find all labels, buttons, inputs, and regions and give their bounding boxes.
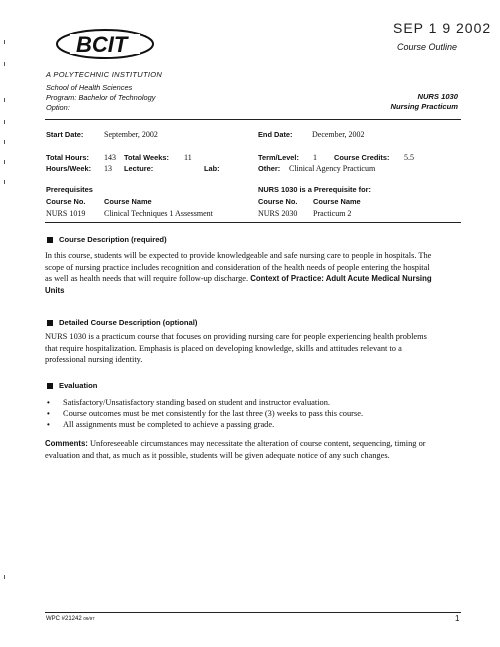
option-label: Option: bbox=[46, 103, 70, 112]
margin-mark bbox=[4, 180, 5, 184]
end-date-value: December, 2002 bbox=[312, 130, 365, 139]
lab-label: Lab: bbox=[204, 164, 220, 173]
total-weeks-value: 11 bbox=[184, 153, 192, 162]
context-of-practice: Context of Practice: Adult Acute Medical Nursing bbox=[250, 274, 432, 284]
prereq-for-col-no: Course No. bbox=[258, 197, 298, 206]
course-code: NURS 1030 bbox=[417, 92, 458, 101]
context-of-practice-cont: Units bbox=[45, 285, 65, 295]
credits-value: 5.5 bbox=[404, 153, 414, 162]
margin-mark bbox=[4, 160, 5, 164]
total-weeks-label: Total Weeks: bbox=[124, 153, 169, 162]
footer-rule bbox=[45, 612, 461, 613]
bcit-logo bbox=[50, 22, 160, 66]
credits-label: Course Credits: bbox=[334, 153, 390, 162]
comments-text: Unforeseeable circumstances may necessitate the alteration of course content, sequencing, timing or bbox=[89, 439, 426, 448]
total-hours-label: Total Hours: bbox=[46, 153, 89, 162]
term-level-value: 1 bbox=[313, 153, 317, 162]
term-level-label: Term/Level: bbox=[258, 153, 299, 162]
course-description-heading: Course Description (required) bbox=[59, 235, 167, 244]
start-date-label: Start Date: bbox=[46, 130, 84, 139]
course-title: Nursing Practicum bbox=[390, 102, 458, 111]
details-rule bbox=[45, 222, 461, 223]
margin-mark bbox=[4, 140, 5, 144]
form-sub: 09/97 bbox=[83, 616, 95, 621]
evaluation-item: All assignments must be completed to achieve a passing grade. bbox=[63, 420, 275, 429]
description-line: In this course, students will be expected to provide knowledgeable and safe nursing care to people in hospitals. The bbox=[45, 251, 432, 260]
margin-mark bbox=[4, 575, 5, 579]
evaluation-item: Satisfactory/Unsatisfactory standing based on student and instructor evaluation. bbox=[63, 398, 331, 407]
description-line bbox=[45, 273, 463, 285]
comments-line: evaluation and that, as much as it possible, students will be given adequate notice of any such changes. bbox=[45, 450, 390, 460]
prereq-for-course-no: NURS 2030 bbox=[258, 209, 298, 218]
evaluation-item: Course outcomes must be met consistently for the last three (3) weeks to pass this course. bbox=[63, 409, 364, 418]
comments-line bbox=[45, 438, 463, 450]
end-date-label: End Date: bbox=[258, 130, 293, 139]
doc-type: Course Outline bbox=[397, 42, 458, 52]
program-name: Program: Bachelor of Technology bbox=[46, 93, 156, 102]
bullet-dot: • bbox=[47, 409, 50, 418]
prerequisites-header: Prerequisites bbox=[46, 185, 93, 194]
svg-text:BCIT: BCIT bbox=[76, 32, 128, 57]
bullet-dot: • bbox=[47, 420, 50, 429]
section-bullet bbox=[47, 237, 53, 243]
other-label: Other: bbox=[258, 164, 281, 173]
hours-week-value: 13 bbox=[104, 164, 112, 173]
comments-label: Comments: bbox=[45, 439, 88, 448]
start-date-value: September, 2002 bbox=[104, 130, 158, 139]
prereq-for-course-name: Practicum 2 bbox=[313, 209, 352, 218]
detailed-line: that require hospitalization. Emphasis is placed on developing knowledge, skills and attitudes relevant to a bbox=[45, 343, 402, 353]
bullet-dot: • bbox=[47, 398, 50, 407]
margin-mark bbox=[4, 120, 5, 124]
header-rule bbox=[45, 119, 461, 120]
comments bbox=[45, 438, 463, 461]
prereq-for-header: NURS 1030 is a Prerequisite for: bbox=[258, 185, 371, 194]
prereq-col-no: Course No. bbox=[46, 197, 86, 206]
description-line: scope of nursing practice includes recognition and consideration of the health needs of people entering the hospital bbox=[45, 262, 430, 272]
prereq-course-no: NURS 1019 bbox=[46, 209, 86, 218]
detailed-line: NURS 1030 is a practicum course that focuses on providing nursing care for people experiencing health problems bbox=[45, 332, 427, 341]
logo-tagline: A POLYTECHNIC INSTITUTION bbox=[46, 70, 163, 79]
prereq-for-col-name: Course Name bbox=[313, 197, 361, 206]
lecture-label: Lecture: bbox=[124, 164, 154, 173]
course-description bbox=[45, 250, 463, 296]
detailed-description bbox=[45, 331, 463, 366]
margin-mark bbox=[4, 62, 5, 66]
prereq-course-name: Clinical Techniques 1 Assessment bbox=[104, 209, 213, 218]
evaluation-heading: Evaluation bbox=[59, 381, 98, 390]
date-stamp: SEP 1 9 2002 bbox=[393, 20, 492, 36]
school-name: School of Health Sciences bbox=[46, 83, 133, 92]
form-id-text: WPC #21242 bbox=[46, 616, 82, 622]
total-hours-value: 143 bbox=[104, 153, 116, 162]
section-bullet bbox=[47, 383, 53, 389]
hours-week-label: Hours/Week: bbox=[46, 164, 92, 173]
margin-mark bbox=[4, 40, 5, 44]
form-id bbox=[46, 616, 95, 622]
detailed-description-heading: Detailed Course Description (optional) bbox=[59, 318, 198, 327]
other-value: Clinical Agency Practicum bbox=[289, 164, 376, 173]
detailed-line: professional nursing identity. bbox=[45, 355, 143, 365]
page-number: 1 bbox=[455, 614, 460, 623]
description-line-text: as well as health needs that will require follow-up discharge. bbox=[45, 274, 249, 284]
prereq-col-name: Course Name bbox=[104, 197, 152, 206]
margin-mark bbox=[4, 98, 5, 102]
section-bullet bbox=[47, 320, 53, 326]
